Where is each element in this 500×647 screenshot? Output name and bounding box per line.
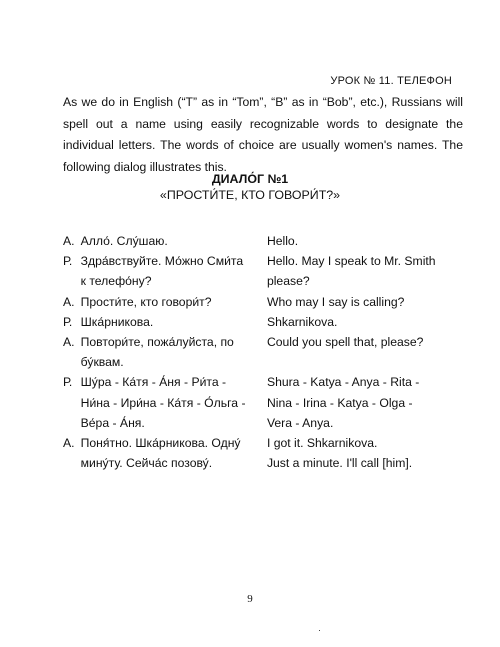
english-line: Who may I say is calling?: [266, 294, 405, 309]
speaker-label: Р.: [63, 254, 73, 269]
english-translation: [267, 372, 463, 433]
english-line: I got it. Shkarnikova.: [266, 436, 378, 451]
english-line: Vera - Anya.: [266, 415, 334, 430]
russian-line: Повтори́те, пожа́луйста, по: [80, 335, 234, 350]
russian-text: [81, 433, 265, 473]
speaker-label: Р.: [63, 375, 73, 390]
lesson-header: УРОК № 11. ТЕЛЕФОН: [330, 75, 452, 87]
english-translation: [267, 231, 463, 251]
russian-text: [81, 231, 265, 251]
english-translation: [267, 433, 463, 473]
english-translation: [267, 292, 463, 312]
russian-line: Шка́рникова.: [80, 314, 154, 329]
russian-line: мину́ту. Сейча́с позову́.: [80, 456, 213, 471]
speaker-label: А.: [63, 436, 75, 451]
dialog-row: [63, 332, 463, 372]
russian-line: Ве́ра - А́ня.: [80, 415, 145, 430]
page-number: 9: [247, 593, 253, 605]
scan-speck: [319, 630, 320, 631]
russian-text: [81, 292, 265, 312]
english-translation: [267, 251, 463, 291]
russian-line: Поня́тно. Шка́рникова. Одну́: [80, 436, 241, 451]
english-line: Hello. May I speak to Mr. Smith: [266, 254, 436, 269]
english-line: Shkarnikova.: [266, 314, 338, 329]
russian-line: Прости́те, кто говори́т?: [80, 294, 212, 309]
russian-line: бу́квам.: [80, 355, 124, 370]
dialog-row: [63, 292, 463, 312]
dialog-title: ДИАЛО́Г №1: [211, 172, 289, 186]
dialog-row: [63, 433, 463, 473]
english-translation: [267, 312, 463, 332]
speaker-label: А.: [63, 234, 75, 248]
english-translation: [267, 332, 463, 352]
russian-text: [81, 312, 265, 332]
russian-text: [81, 372, 265, 433]
russian-line: к телефо́ну?: [80, 274, 152, 289]
russian-line: Ни́на - Ири́на - Ка́тя - О́льга -: [80, 395, 246, 410]
intro-paragraph: As we do in English (“T” as in “Tom”, “B” as in “Bob”, etc.), Russians will spell out a name using easily recognizable words to designate the individual letters. The words of choice are usually women's names. The following dialog illustrates this.: [63, 95, 463, 174]
english-line: please?: [266, 274, 310, 289]
english-line: Shura - Katya - Anya - Rita -: [266, 375, 420, 390]
english-line: Just a minute. I'll call [him].: [266, 456, 413, 471]
dialog-subtitle: «ПРОСТИ́ТЕ, КТО ГОВОРИ́Т?»: [159, 188, 341, 202]
russian-line: Алло́. Слу́шаю.: [80, 234, 168, 248]
dialog-row: [63, 372, 463, 433]
speaker-label: Р.: [63, 314, 73, 329]
dialog-row: [63, 231, 463, 251]
russian-line: Шу́ра - Ка́тя - А́ня - Ри́та -: [80, 375, 227, 390]
english-line: Nina - Irina - Katya - Olga -: [266, 395, 413, 410]
dialog-row: [63, 312, 463, 332]
dialog-row: [63, 251, 463, 291]
dialog-table: [63, 231, 463, 473]
english-line: Hello.: [266, 234, 299, 248]
speaker-label: А.: [63, 335, 75, 350]
russian-line: Здра́вствуйте. Мо́жно Сми́та: [80, 254, 244, 269]
english-line: Could you spell that, please?: [266, 335, 424, 350]
russian-text: [81, 251, 265, 291]
speaker-label: А.: [63, 294, 75, 309]
russian-text: [81, 332, 265, 372]
